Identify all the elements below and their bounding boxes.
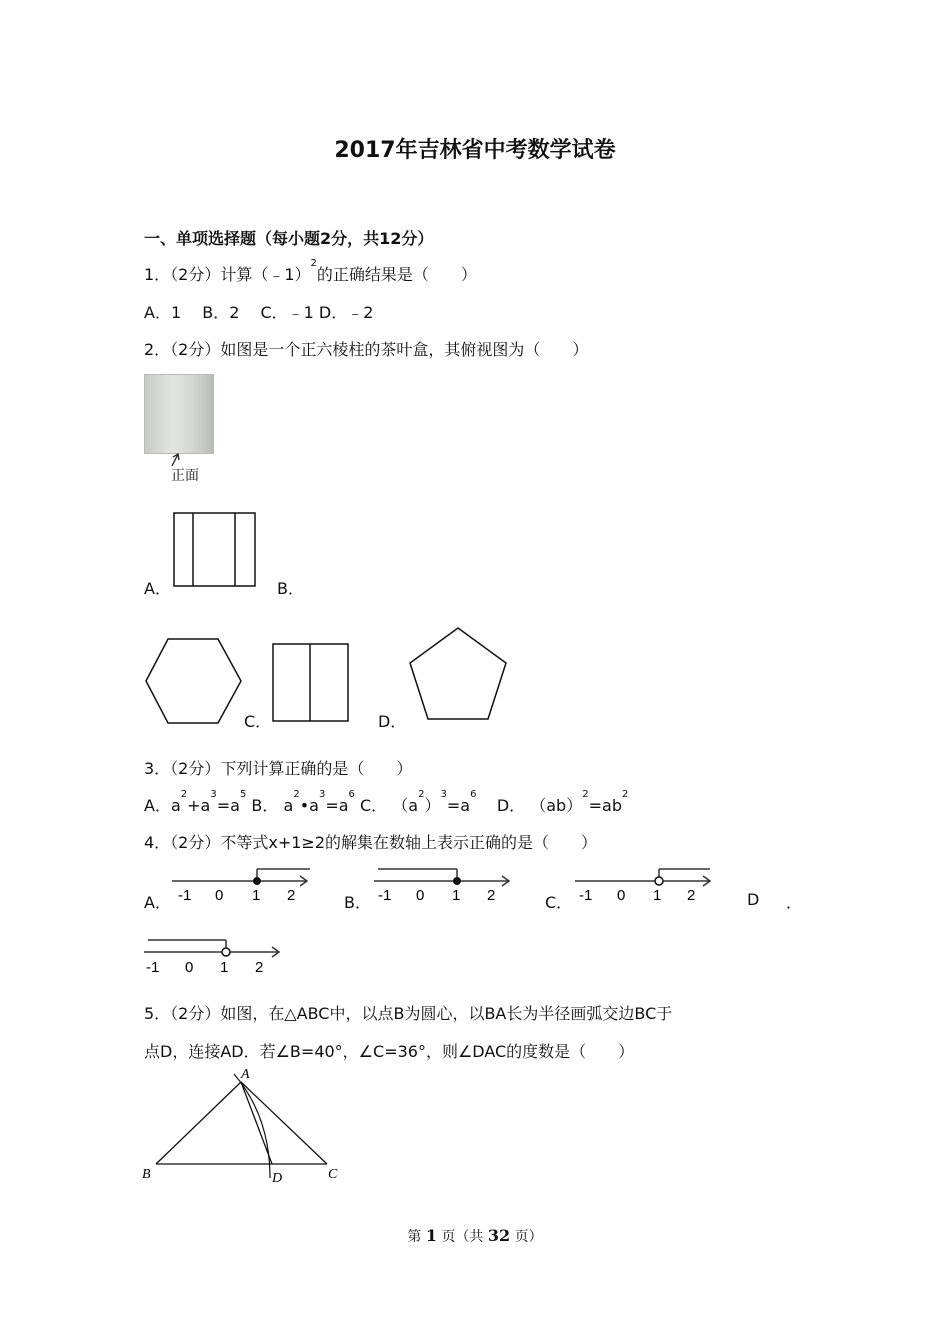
q3-a-exp3: 5	[239, 789, 247, 800]
number-line-d	[142, 937, 287, 977]
q3-a-term2: a	[200, 796, 211, 815]
footer-total-pages: 32	[487, 1226, 511, 1245]
question-1-stem	[144, 258, 477, 285]
q3-d-result: ab	[602, 796, 622, 815]
question-1-options: A．1 B．2 C．﹣1 D．﹣2	[144, 303, 374, 322]
q1-stem-before: 1．（2分）计算（﹣1）	[144, 265, 311, 284]
question-5-line-1: 5．（2分）如图，在△ABC中，以点B为圆心，以BA长为半径画弧交边BC于	[144, 1004, 673, 1023]
option-d-pentagon	[407, 626, 509, 722]
point-a-label: A	[241, 1067, 250, 1082]
q3-c-term: a	[408, 796, 419, 815]
q3-d-eq: =	[588, 796, 603, 815]
option-a-figure	[173, 512, 257, 588]
tick-1: 1	[653, 887, 662, 904]
q2-option-a-label: A．	[144, 579, 171, 598]
tick-2: 2	[287, 887, 296, 904]
tick-0: 0	[215, 887, 224, 904]
section-heading: 一、单项选择题（每小题2分，共12分）	[144, 229, 434, 248]
tick-0: 0	[617, 887, 626, 904]
point-b-label: B	[142, 1167, 151, 1182]
q3-option-b-label: B．	[251, 796, 279, 815]
tick-1: 1	[452, 887, 461, 904]
question-4-stem: 4．（2分）不等式x+1≥2的解集在数轴上表示正确的是（ ）	[144, 833, 598, 852]
number-line-b	[372, 866, 517, 906]
photo-caption: 正面	[171, 468, 199, 484]
q3-b-eq: =	[325, 796, 339, 815]
page-title: 2017年吉林省中考数学试卷	[334, 138, 616, 163]
tick-neg1: -1	[579, 887, 593, 904]
point-c-label: C	[328, 1167, 338, 1182]
tick-2: 2	[687, 887, 696, 904]
q2-option-b-label: B．	[277, 579, 304, 598]
q3-d-exp2: 2	[621, 789, 629, 800]
tick-2: 2	[487, 887, 496, 904]
q3-option-c-label: C．	[360, 796, 388, 815]
number-line-a	[170, 866, 315, 906]
q3-b-result: a	[338, 796, 349, 815]
q3-c-eq: =	[446, 796, 461, 815]
q3-c-result: a	[460, 796, 471, 815]
triangle-abc-figure	[140, 1066, 350, 1186]
q3-c-exp3: 6	[470, 789, 477, 800]
page-footer	[0, 1226, 950, 1246]
option-b-hexagon	[144, 637, 244, 727]
q3-c-exp1: 2	[418, 789, 425, 800]
tick-1: 1	[220, 959, 229, 976]
q3-option-d-label: D．	[496, 796, 526, 815]
q3-a-result: a	[230, 796, 240, 815]
q3-c-lparen: （	[392, 796, 409, 815]
question-5-line-2: 点D，连接AD．若∠B=40°，∠C=36°，则∠DAC的度数是（ ）	[144, 1042, 635, 1061]
q3-a-term1: a	[170, 796, 181, 815]
q3-a-plus: +	[187, 796, 201, 815]
q2-option-c-label: C．	[244, 712, 272, 731]
number-line-c	[573, 866, 718, 906]
q1-exponent: 2	[310, 258, 317, 269]
q4-option-a-label: A．	[144, 893, 171, 912]
question-3-stem: 3．（2分）下列计算正确的是（ ）	[144, 759, 413, 778]
q3-d-rparen: ）	[566, 796, 583, 815]
q4-option-b-label: B．	[344, 893, 371, 912]
q3-d-exp1: 2	[582, 789, 589, 800]
tea-box-photo	[144, 374, 214, 454]
q3-b-dot: •	[299, 796, 310, 815]
footer-page-number: 1	[425, 1226, 437, 1245]
footer-middle: 页（共	[441, 1229, 484, 1245]
footer-suffix: 页）	[514, 1229, 543, 1245]
q3-d-term: ab	[546, 796, 567, 815]
option-c-figure	[272, 643, 350, 723]
q3-b-term2: a	[309, 796, 319, 815]
tick-1: 1	[252, 887, 261, 904]
point-d-label: D	[272, 1171, 283, 1186]
q3-a-exp1: 2	[180, 789, 188, 800]
tick-0: 0	[185, 959, 194, 976]
q3-a-exp2: 3	[210, 789, 217, 800]
q3-option-a-label: A．	[144, 796, 171, 815]
tick-neg1: -1	[178, 887, 192, 904]
q3-b-exp3: 6	[348, 789, 355, 800]
q3-b-term1: a	[283, 796, 294, 815]
tick-neg1: -1	[378, 887, 392, 904]
tick-0: 0	[416, 887, 425, 904]
footer-prefix: 第	[407, 1229, 422, 1245]
q4-option-d-dot: ．	[786, 893, 803, 912]
q1-stem-after: 的正确结果是（ ）	[316, 265, 477, 284]
q3-c-exp2: 3	[440, 789, 447, 800]
q3-d-lparen: （	[530, 796, 547, 815]
q3-c-rparen: ）	[424, 796, 441, 815]
q4-option-d-letter: D	[747, 890, 760, 909]
q2-option-d-label: D．	[378, 712, 407, 731]
q3-b-exp1: 2	[293, 789, 300, 800]
q3-a-eq: =	[216, 796, 231, 815]
tick-neg1: -1	[146, 959, 160, 976]
tick-2: 2	[255, 959, 264, 976]
q4-option-c-label: C．	[545, 893, 573, 912]
question-2-stem: 2．（2分）如图是一个正六棱柱的茶叶盒，其俯视图为（ ）	[144, 340, 589, 359]
question-3-options	[144, 789, 629, 816]
q3-b-exp2: 3	[318, 789, 326, 800]
